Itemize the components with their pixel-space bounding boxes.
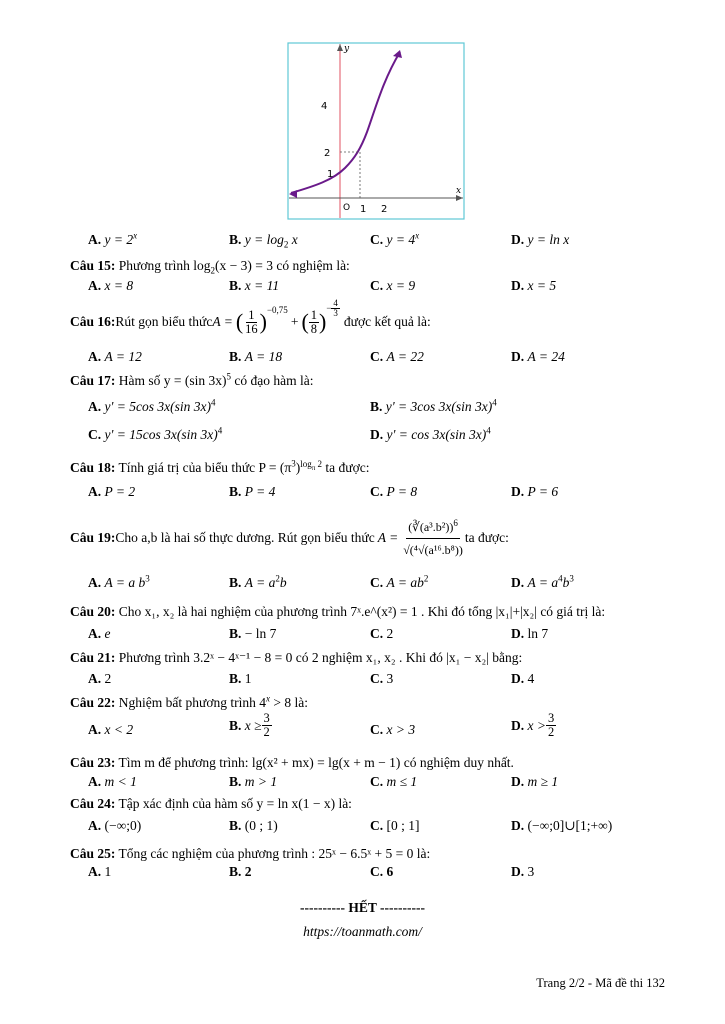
q21-option-a[interactable]: A. 2: [88, 671, 112, 686]
q21-option-c[interactable]: C. 3: [370, 671, 394, 686]
q20-question: Câu 20: Cho x₁, x₂ là hai nghiệm của phương trình 7ˣ.e^(x²) = 1 . Khi đó tổng |x₁|+|x₂| có giá trị là:: [70, 604, 606, 619]
q15-option-a[interactable]: A. x = 8: [88, 278, 134, 293]
q23-option-a[interactable]: A. m < 1: [88, 774, 137, 789]
q22-question: Câu 22: Nghiệm bất phương trình $4^x > 8$ là:: [70, 693, 308, 710]
q19-option-b[interactable]: B. $A = a^2b$: [229, 573, 287, 590]
q23-option-d[interactable]: D. m ≥ 1: [511, 774, 559, 789]
page-info: Trang 2/2 - Mã đề thi 132: [536, 976, 665, 990]
q16-question: Câu 16: Rút gọn biểu thức A = ( $\frac{1}{16}$ ) $^{-0,75}$ + ( $\frac{1}{8}$ ) − $\frac{4}{3}$ được kết quả là:: [70, 297, 431, 336]
q18-option-c[interactable]: C. P = 8: [370, 484, 418, 499]
q19-question: Câu 19: Cho a,b là hai số thực dương. Rút gọn biểu thức A = $\frac{(∛(a^3.b^2))^6}{\text{√(⁴√(a¹⁶.b⁸))}}$ ta được:: [70, 517, 509, 557]
q24-option-b[interactable]: B. (0 ; 1): [229, 818, 278, 833]
q22-option-a[interactable]: A. x < 2: [88, 722, 134, 737]
q17-option-c[interactable]: C. y' = 15cos 3x(sin 3x)$^4$: [88, 425, 223, 442]
x-tick-1: 1: [360, 204, 367, 215]
q14-option-b[interactable]: B. $y = \log_2 x$: [229, 232, 298, 250]
q21-option-b[interactable]: B. 1: [229, 671, 252, 686]
q15-option-b[interactable]: B. x = 11: [229, 278, 280, 293]
q19-option-a[interactable]: A. A = a $b^3$: [88, 573, 150, 590]
q19-option-d[interactable]: D. $A = a^4b^3$: [511, 573, 574, 590]
q24-option-d[interactable]: D. (−∞;0]∪[1;+∞): [511, 818, 613, 833]
q15-option-d[interactable]: D. x = 5: [511, 278, 557, 293]
x-axis-label: x: [456, 186, 462, 196]
q15-option-c[interactable]: C. x = 9: [370, 278, 416, 293]
q16-option-a[interactable]: A. A = 12: [88, 349, 142, 364]
y-tick-4: 4: [321, 101, 328, 112]
q20-option-d[interactable]: D. ln 7: [511, 626, 549, 641]
q20-option-a[interactable]: A. e: [88, 626, 111, 641]
q14-option-d[interactable]: D. y = ln x: [511, 232, 570, 247]
q17-question: Câu 17: Hàm số y = (sin 3x)$^5$ có đạo hàm là:: [70, 371, 314, 388]
q15-question: Câu 15: Phương trình $\log_2(x - 3) = 3$ có nghiệm là:: [70, 258, 350, 276]
q18-option-d[interactable]: D. P = 6: [511, 484, 559, 499]
q25-option-a[interactable]: A. 1: [88, 864, 112, 879]
q16-option-c[interactable]: C. A = 22: [370, 349, 424, 364]
q20-option-b[interactable]: B. − ln 7: [229, 626, 277, 641]
q24-option-a[interactable]: A. (−∞;0): [88, 818, 142, 833]
q18-option-b[interactable]: B. P = 4: [229, 484, 276, 499]
x-tick-2: 2: [381, 204, 388, 215]
q18-question: Câu 18: Tính giá trị của biểu thức $P = (\pi^3)^{log_\pi 2}$ ta được:: [70, 458, 370, 475]
q18-option-a[interactable]: A. P = 2: [88, 484, 136, 499]
q22-option-c[interactable]: C. x > 3: [370, 722, 416, 737]
q22-option-d[interactable]: D. x > $\frac{3}{2}$: [511, 711, 555, 739]
source-link[interactable]: https://toanmath.com/: [303, 924, 422, 939]
y-tick-1: 1: [327, 169, 334, 180]
q23-option-b[interactable]: B. m > 1: [229, 774, 278, 789]
y-axis-label: y: [344, 44, 350, 54]
origin-label: O: [343, 203, 351, 213]
q25-option-d[interactable]: D. 3: [511, 864, 535, 879]
q14-option-a[interactable]: A. $y = 2^x$: [88, 230, 138, 247]
q23-question: Câu 23: Tìm m để phương trình: lg(x² + mx) = lg(x + m − 1) có nghiệm duy nhất.: [70, 755, 514, 770]
q17-option-a[interactable]: A. y' = 5cos 3x(sin 3x)$^4$: [88, 397, 216, 414]
q14-option-c[interactable]: C. $y = 4^x$: [370, 230, 420, 247]
q22-option-b[interactable]: B. x ≥ $\frac{3}{2}$: [229, 711, 270, 739]
q21-option-d[interactable]: D. 4: [511, 671, 535, 686]
q25-question: Câu 25: Tổng các nghiệm của phương trình : 25ˣ − 6.5ˣ + 5 = 0 là:: [70, 846, 431, 861]
q19-option-c[interactable]: C. $A = ab^2$: [370, 573, 429, 590]
q20-option-c[interactable]: C. 2: [370, 626, 394, 641]
q21-question: Câu 21: Phương trình 3.2ˣ − 4ˣ⁻¹ − 8 = 0 có 2 nghiệm x₁, x₂ . Khi đó |x₁ − x₂| bằng:: [70, 650, 523, 665]
q25-option-b[interactable]: B. 2: [229, 864, 252, 879]
q16-option-d[interactable]: D. A = 24: [511, 349, 565, 364]
q24-option-c[interactable]: C. [0 ; 1]: [370, 818, 420, 833]
q17-option-d[interactable]: D. y' = cos 3x(sin 3x)$^4$: [370, 425, 491, 442]
q24-question: Câu 24: Tập xác định của hàm số y = ln x(1 − x) là:: [70, 796, 352, 811]
y-tick-2: 2: [324, 148, 331, 159]
q23-option-c[interactable]: C. m ≤ 1: [370, 774, 418, 789]
exponential-graph: [285, 40, 467, 222]
q25-option-c[interactable]: C. 6: [370, 864, 394, 879]
end-marker: ---------- HẾT ----------: [300, 900, 425, 915]
q16-option-b[interactable]: B. A = 18: [229, 349, 283, 364]
q17-option-b[interactable]: B. y' = 3cos 3x(sin 3x)$^4$: [370, 397, 497, 414]
